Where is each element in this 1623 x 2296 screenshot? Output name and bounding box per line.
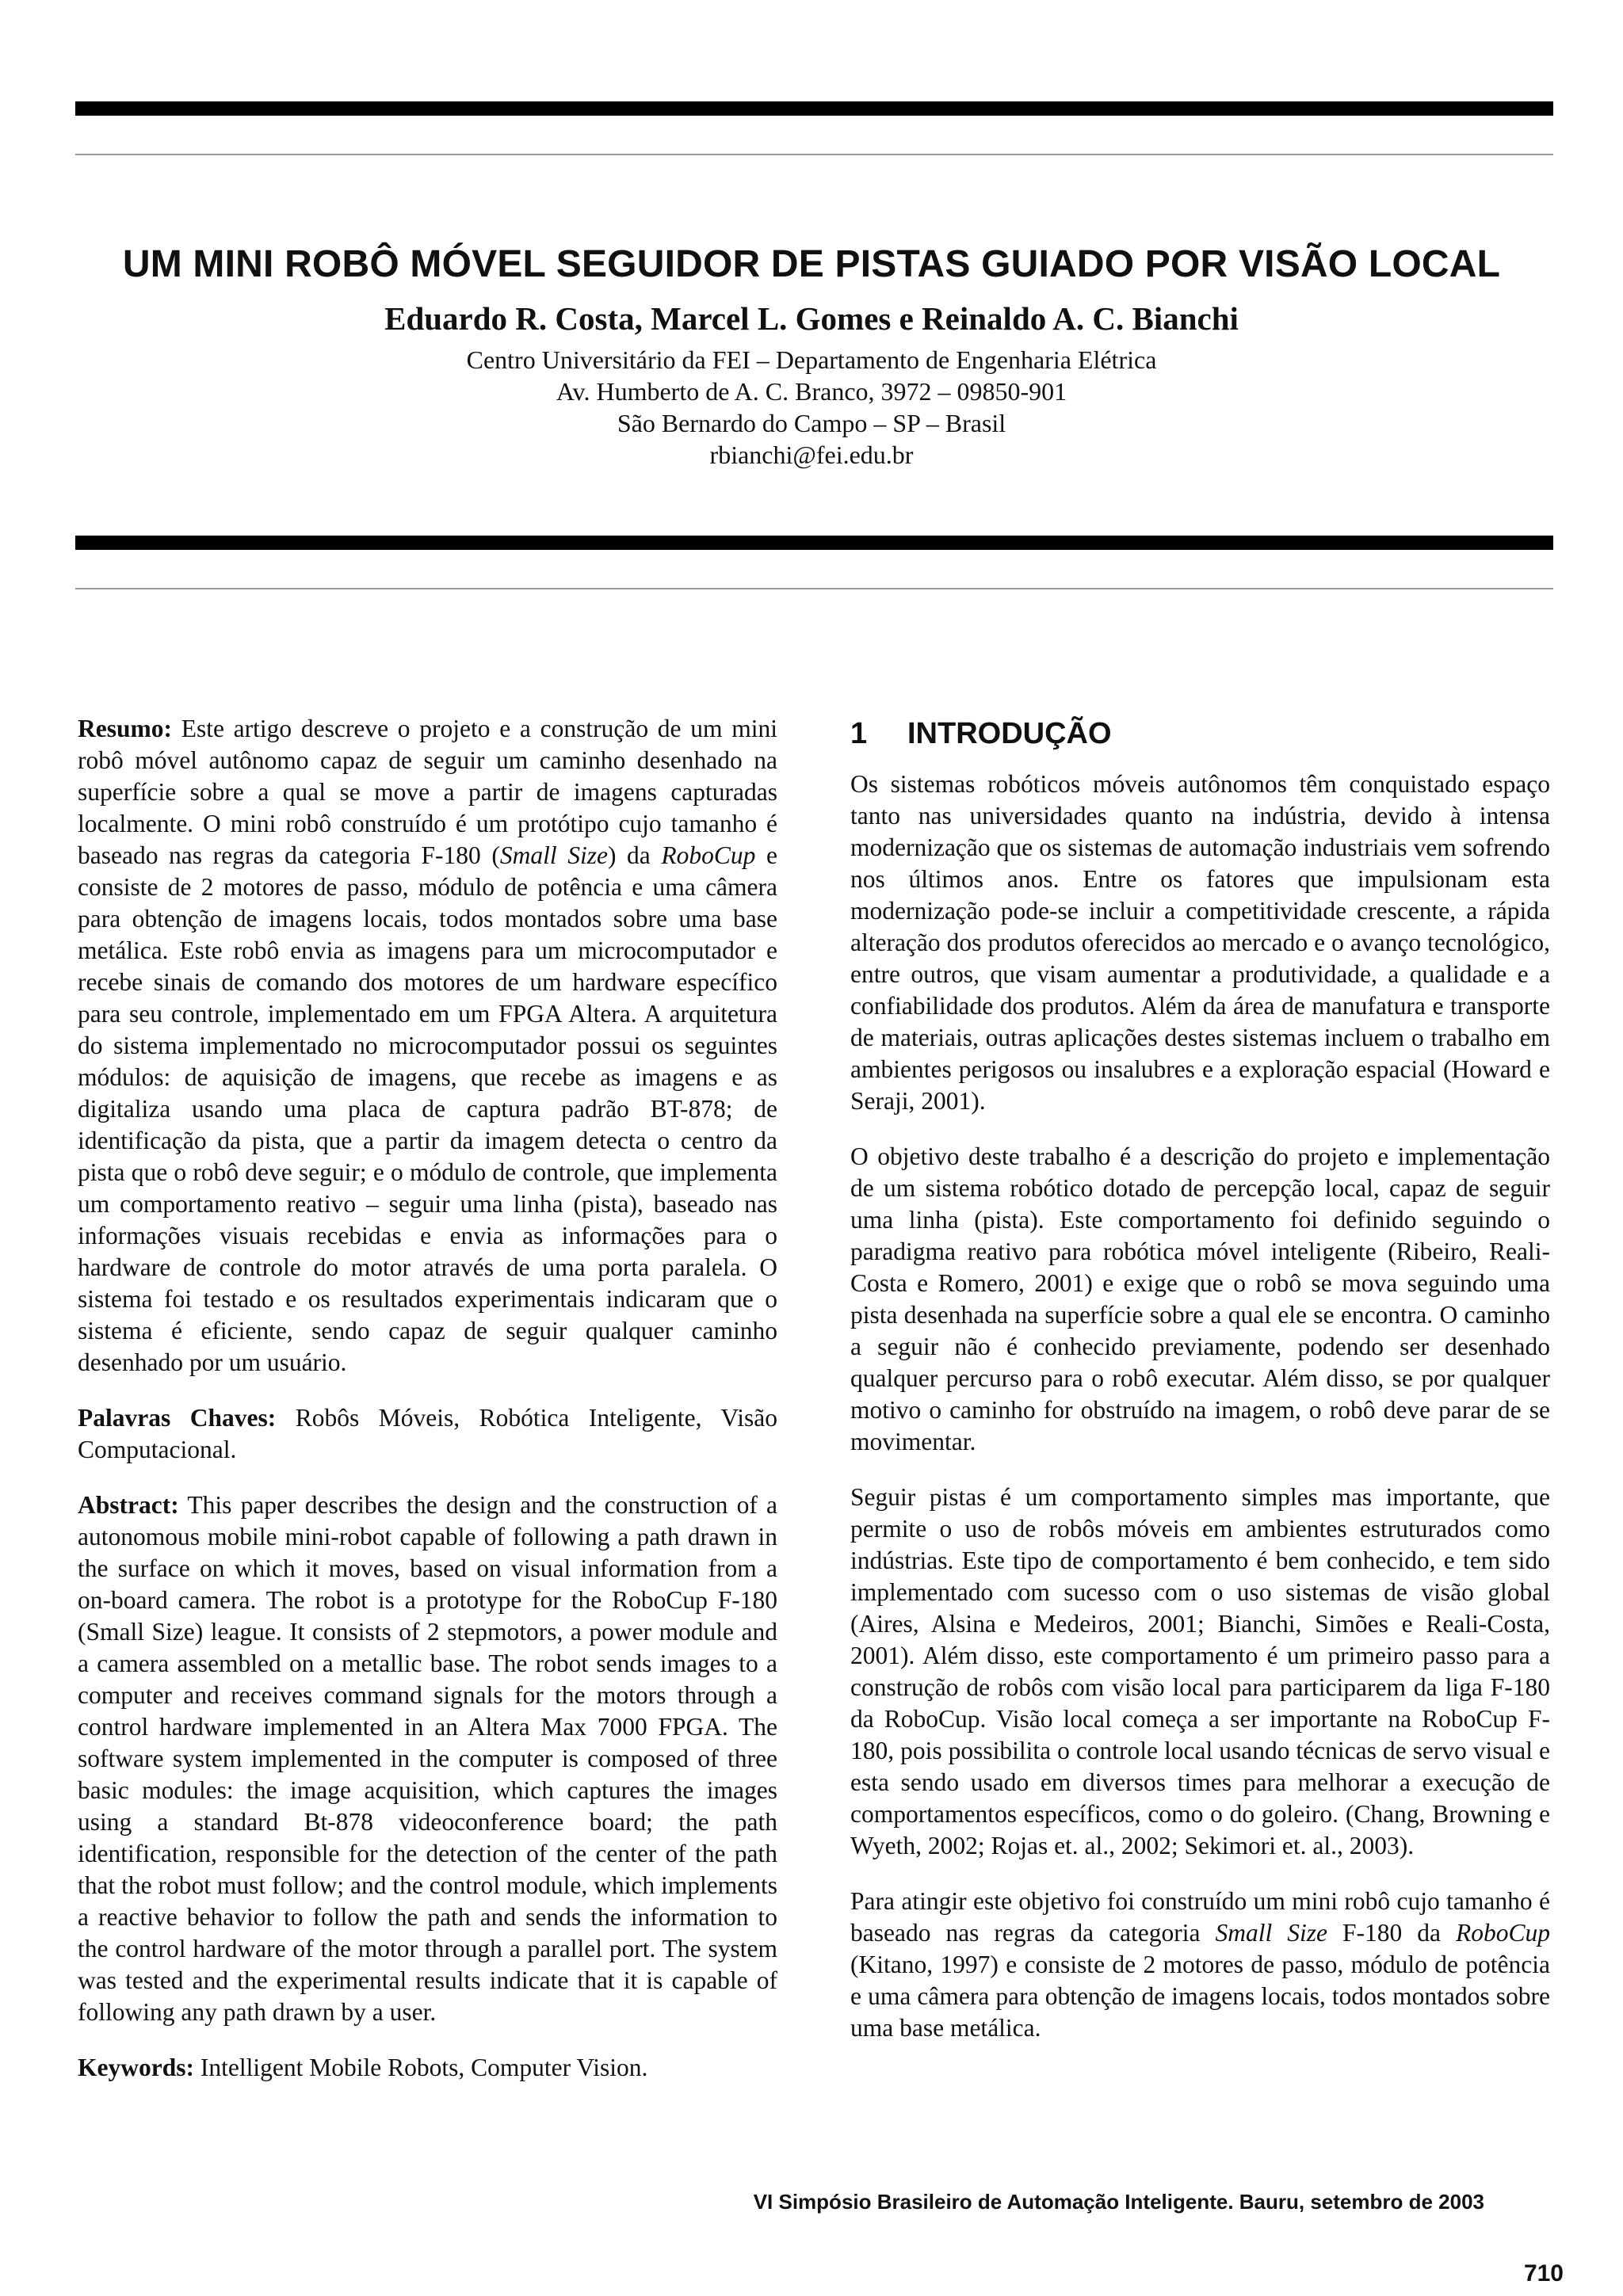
affiliation-line: Centro Universitário da FEI – Departamento de Engenharia Elétrica xyxy=(466,345,1157,374)
paragraph-text: Para atingir este objetivo foi construído um mini robô cujo tamanho é baseado nas regras da categoria xyxy=(850,1887,1550,1947)
paragraph-italic: Small Size xyxy=(1215,1919,1328,1947)
keywords-text: Intelligent Mobile Robots, Computer Vision. xyxy=(193,2054,648,2081)
header-bottom-thin-rule xyxy=(75,588,1553,589)
keywords-label: Keywords: xyxy=(78,2054,194,2081)
paragraph-text: F-180 da xyxy=(1327,1919,1456,1947)
resumo-text: e consiste de 2 motores de passo, módulo de potência e uma câmera para obtenção de imagens locais, todos montados sobre uma base metálica. Este robô envia as imagens para um microcomputador e recebe sinais de comando dos motores de um hardware específico para seu controle, implementado em um FPGA Altera. A arquitetura do sistema implementado no microcomputador possui os seguintes módulos: de aquisição de imagens, que recebe as imagens e as digitaliza usando uma placa de captura padrão BT-878; de identificação da pista, que a partir da imagem detecta o centro da pista que o robô deve seguir; e o módulo de controle, que implementa um comportamento reativo – seguir uma linha (pista), baseado nas informações visuais recebidas e envia as informações para o hardware de controle do motor através de uma porta paralela. O sistema foi testado e os resultados experimentais indicaram que o sistema é eficiente, sendo capaz de seguir qualquer caminho desenhado por um usuário. xyxy=(78,841,777,1376)
resumo-text: ) da xyxy=(607,841,662,869)
author-email: rbianchi@fei.edu.br xyxy=(709,441,914,469)
intro-paragraph: Os sistemas robóticos móveis autônomos têm conquistado espaço tanto nas universidades quanto na indústria, devido à intensa modernização que os sistemas de automação industriais vem sofrendo nos últimos anos. Entre os fatores que impulsionam esta modernização pode-se incluir a competitividade crescente, a rápida alteração dos produtos oferecidos ao mercado e o avanço tecnológico, entre outros, que visam aumentar a produtividade, a qualidade e a confiabilidade dos produtos. Além da área de manufatura e transporte de materiais, outras aplicações destes sistemas incluem o trabalho em ambientes perigosos ou insalubres e a exploração espacial (Howard e Seraji, 2001). xyxy=(850,770,1550,1115)
keywords-paragraph xyxy=(78,2052,777,2084)
paragraph-text: (Kitano, 1997) e consiste de 2 motores de passo, módulo de potência e uma câmera para obtenção de imagens locais, todos montados sobre uma base metálica. xyxy=(850,1951,1550,2042)
paper-title: UM MINI ROBÔ MÓVEL SEGUIDOR DE PISTAS GUIADO POR VISÃO LOCAL xyxy=(122,243,1501,285)
section-title: INTRODUÇÃO xyxy=(907,717,1112,750)
top-thin-rule xyxy=(75,154,1553,155)
resumo-text: Este artigo descreve o projeto e a construção de um mini robô móvel autônomo capaz de seguir um caminho desenhado na superfície sobre a qual se move a partir de imagens capturadas localmente. O mini robô construído é um protótipo cujo tamanho é baseado nas regras da categoria F-180 ( xyxy=(78,715,777,869)
resumo-italic: Small Size xyxy=(499,841,608,869)
top-thick-rule xyxy=(75,101,1553,116)
affiliation-block xyxy=(0,344,1623,471)
resumo-paragraph xyxy=(78,713,777,1379)
abstract-label: Abstract: xyxy=(78,1491,179,1519)
intro-paragraph: Seguir pistas é um comportamento simples mas importante, que permite o uso de robôs móveis em ambientes estruturados como indústrias. Este tipo de comportamento é bem conhecido, e tem sido implementado com sucesso com o uso sistemas de visão global (Aires, Alsina e Medeiros, 2001; Bianchi, Simões e Reali-Costa, 2001). Além disso, este comportamento é um primeiro passo para a construção de robôs com visão local para participarem da liga F-180 da RoboCup. Visão local começa a ser importante na RoboCup F-180, pois possibilita o controle local usando técnicas de servo visual e esta sendo usado em diversos times para melhorar a execução de comportamentos específicos, como o do goleiro. (Chang, Browning e Wyeth, 2002; Rojas et. al., 2002; Sekimori et. al., 2003). xyxy=(850,1483,1550,1859)
palavras-chaves-label: Palavras Chaves: xyxy=(78,1404,277,1432)
intro-paragraph: O objetivo deste trabalho é a descrição do projeto e implementação de um sistema robótico dotado de percepção local, capaz de seguir uma linha (pista). Este comportamento foi definido seguindo o paradigma reativo para robótica móvel inteligente (Ribeiro, Reali-Costa e Romero, 2001) e exige que o robô se mova seguindo uma pista desenhada na superfície sobre a qual ele se encontra. O caminho a seguir não é conhecido previamente, podendo ser desenhado qualquer percurso para o robô executar. Além disso, se por qualquer motivo o caminho for obstruído na imagem, o robô deve parar de se movimentar. xyxy=(850,1142,1550,1455)
resumo-italic: RoboCup xyxy=(661,841,756,869)
conference-footer: VI Simpósio Brasileiro de Automação Inteligente. Bauru, setembro de 2003 xyxy=(753,2190,1484,2214)
left-column xyxy=(78,713,777,2084)
palavras-chaves-text: Robôs Móveis, Robótica Inteligente, Visão Computacional. xyxy=(78,1404,778,1463)
intro-paragraph xyxy=(850,1886,1550,2044)
section-heading xyxy=(850,713,1550,754)
section-number: 1 xyxy=(850,717,868,750)
palavras-chaves-paragraph xyxy=(78,1402,777,1466)
right-column xyxy=(850,713,1550,2044)
abstract-paragraph xyxy=(78,1489,777,2028)
paper-authors: Eduardo R. Costa, Marcel L. Gomes e Reinaldo A. C. Bianchi xyxy=(384,300,1239,337)
paragraph-italic: RoboCup xyxy=(1456,1919,1551,1947)
affiliation-line: São Bernardo do Campo – SP – Brasil xyxy=(617,409,1006,437)
abstract-text: This paper describes the design and the construction of a autonomous mobile mini-robot capable of following a path drawn in the surface on which it moves, based on visual information from a on-board camera. The robot is a prototype for the RoboCup F-180 (Small Size) league. It consists of 2 stepmotors, a power module and a camera assembled on a metallic base. The robot sends images to a computer and receives command signals for the motors through a control hardware implemented in an Altera Max 7000 FPGA. The software system implemented in the computer is composed of three basic modules: the image acquisition, which captures the images using a standard Bt-878 videoconference board; the path identification, responsible for the detection of the center of the path that the robot must follow; and the control module, which implements a reactive behavior to follow the path and sends the information to the control hardware of the motor through a parallel port. The system was tested and the experimental results indicate that it is capable of following any path drawn by a user. xyxy=(78,1491,777,2026)
affiliation-line: Av. Humberto de A. C. Branco, 3972 – 09850-901 xyxy=(556,377,1067,406)
page-number: 710 xyxy=(1523,2260,1564,2286)
header-bottom-thick-rule xyxy=(75,536,1553,550)
resumo-label: Resumo: xyxy=(78,715,172,742)
